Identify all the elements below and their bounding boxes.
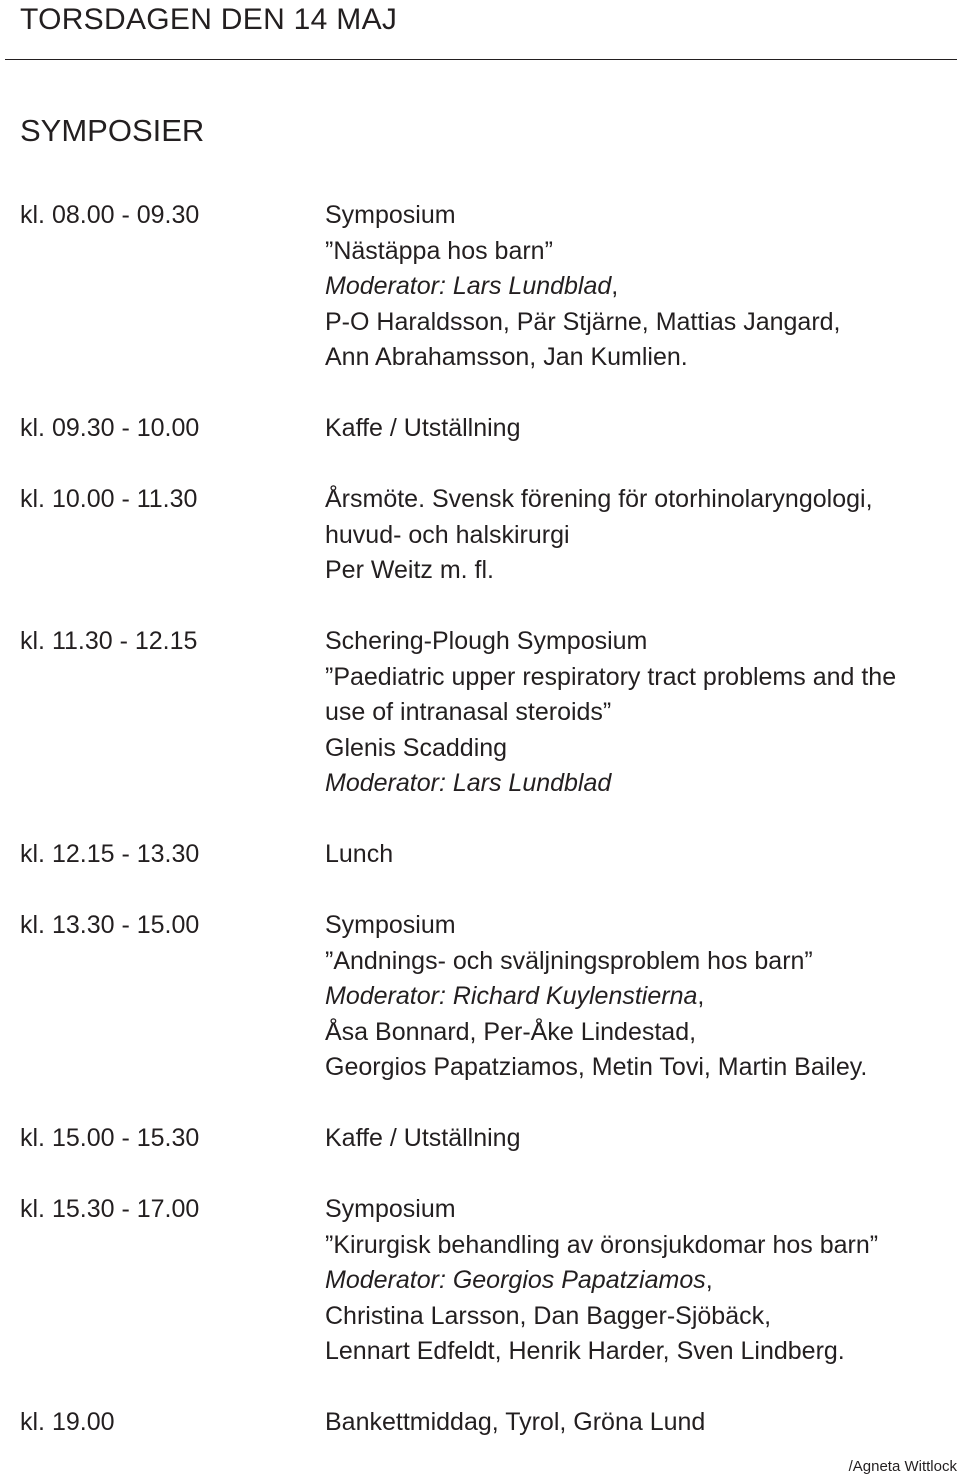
entry-details (325, 837, 955, 873)
entry-line (325, 908, 955, 944)
entry-text: Glenis Scadding (325, 733, 508, 762)
entry-line (325, 731, 955, 767)
moderator-text: Moderator: Lars Lundblad (325, 272, 612, 300)
entry-line (325, 979, 955, 1015)
entry-text: Symposium (325, 1195, 456, 1223)
entry-text: P-O Haraldsson, Pär Stjärne, Mattias Jangard, (325, 307, 841, 336)
entry-time: kl. 12.15 - 13.30 (20, 840, 200, 868)
entry-time: kl. 19.00 (20, 1408, 115, 1436)
entry-text: ”Andnings- och sväljningsproblem hos barn” (325, 946, 813, 975)
entry-text: Lunch (325, 840, 394, 868)
entry-text: Georgios Papatziamos, Metin Tovi, Martin Bailey. (325, 1053, 868, 1081)
entry-line (325, 1121, 955, 1157)
entry-text: ”Nästäppa hos barn” (325, 236, 553, 265)
entry-line (325, 1263, 955, 1299)
entry-time: kl. 10.00 - 11.30 (20, 485, 198, 513)
entry-line (325, 766, 955, 802)
entry-line (325, 305, 955, 341)
entry-text: Schering-Plough Symposium (325, 627, 648, 655)
entry-details (325, 482, 955, 589)
entry-text: use of intranasal steroids” (325, 698, 612, 726)
entry-time: kl. 13.30 - 15.00 (20, 911, 200, 939)
day-title: TORSDAGEN DEN 14 MAJ (20, 3, 398, 36)
entry-text: Kaffe / Utställning (325, 1124, 521, 1152)
entry-details (325, 624, 955, 802)
header-divider (5, 59, 957, 60)
entry-text: Per Weitz m. fl. (325, 556, 495, 584)
footer-signature: /Agneta Wittlock (848, 1458, 957, 1475)
entry-line (325, 269, 955, 305)
entry-text: Symposium (325, 911, 456, 939)
entry-time: kl. 08.00 - 09.30 (20, 201, 200, 229)
entry-line (325, 198, 955, 234)
line-suffix: , (705, 1266, 713, 1294)
entry-text: ”Kirurgisk behandling av öronsjukdomar hos barn” (325, 1230, 879, 1259)
section-title: SYMPOSIER (20, 113, 205, 148)
entry-text: huvud- och halskirurgi (325, 520, 570, 549)
entry-line (325, 1299, 955, 1335)
entry-line (325, 837, 955, 873)
entry-line (325, 660, 955, 696)
moderator-text: Moderator: Richard Kuylenstierna (325, 982, 698, 1010)
entry-time: kl. 15.30 - 17.00 (20, 1195, 200, 1223)
entry-time: kl. 09.30 - 10.00 (20, 414, 200, 442)
entry-text: Årsmöte. Svensk förening för otorhinolaryngologi, (325, 485, 873, 513)
entry-details (325, 198, 955, 376)
entry-line (325, 1228, 955, 1264)
entry-text: Åsa Bonnard, Per-Åke Lindestad, (325, 1017, 697, 1046)
moderator-text: Moderator: Georgios Papatziamos (325, 1266, 706, 1294)
entry-text: ”Paediatric upper respiratory tract problems and the (325, 662, 897, 691)
entry-line (325, 1405, 955, 1441)
entry-text: Lennart Edfeldt, Henrik Harder, Sven Lindberg. (325, 1337, 845, 1365)
entry-text: Ann Abrahamsson, Jan Kumlien. (325, 343, 688, 371)
entry-text: Bankettmiddag, Tyrol, Gröna Lund (325, 1408, 706, 1436)
entry-line (325, 1192, 955, 1228)
entry-line (325, 482, 955, 518)
entry-details (325, 411, 955, 447)
entry-line (325, 1050, 955, 1086)
entry-line (325, 340, 955, 376)
entry-line (325, 695, 955, 731)
entry-line (325, 1334, 955, 1370)
entry-line (325, 234, 955, 270)
entry-line (325, 518, 955, 554)
line-suffix: , (611, 272, 619, 300)
entry-details (325, 1121, 955, 1157)
entry-line (325, 624, 955, 660)
entry-line (325, 411, 955, 447)
entry-line (325, 1015, 955, 1051)
entry-details (325, 1192, 955, 1370)
entry-details (325, 908, 955, 1086)
entry-text: Symposium (325, 201, 456, 229)
entry-text: Christina Larsson, Dan Bagger-Sjöbäck, (325, 1301, 772, 1330)
entry-line (325, 944, 955, 980)
entry-details (325, 1405, 955, 1441)
entry-text: Kaffe / Utställning (325, 414, 521, 442)
entry-time: kl. 15.00 - 15.30 (20, 1124, 200, 1152)
entry-line (325, 553, 955, 589)
entry-time: kl. 11.30 - 12.15 (20, 627, 198, 655)
moderator-text: Moderator: Lars Lundblad (325, 769, 612, 797)
line-suffix: , (697, 982, 705, 1010)
